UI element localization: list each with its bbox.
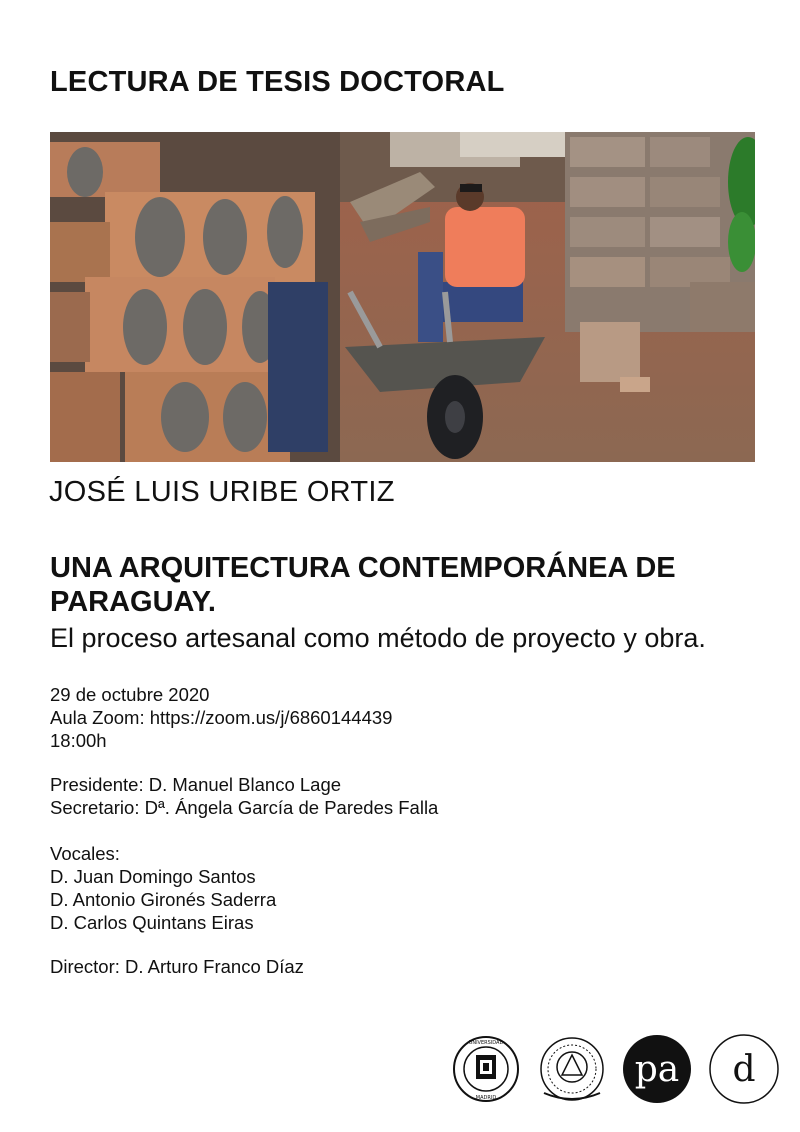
tribunal-director xyxy=(50,955,304,978)
thesis-title xyxy=(50,551,740,619)
photo-brick-workshop-icon xyxy=(50,132,755,462)
vocal-item: D. Juan Domingo Santos xyxy=(50,866,256,887)
event-details xyxy=(50,683,392,752)
vocal-item: D. Antonio Gironés Saderra xyxy=(50,889,277,910)
cover-photo xyxy=(50,132,755,462)
author-name: JOSÉ LUIS URIBE ORTIZ xyxy=(49,476,395,508)
thesis-subtitle: El proceso artesanal como método de proyecto y obra. xyxy=(50,623,706,653)
event-time: 18:00h xyxy=(50,730,107,751)
thesis-title-line1: UNA ARQUITECTURA CONTEMPORÁNEA DE xyxy=(50,552,676,584)
svg-text:UNIVERSIDAD: UNIVERSIDAD xyxy=(468,1040,504,1046)
director: Director: D. Arturo Franco Díaz xyxy=(50,956,304,977)
thesis-title-line2: PARAGUAY. xyxy=(50,586,216,618)
tribunal-secretario: Secretario: Dª. Ángela García de Paredes Falla xyxy=(50,797,439,818)
event-room-link[interactable]: Aula Zoom: https://zoom.us/j/6860144439 xyxy=(50,707,393,728)
tribunal-presidente: Presidente: D. Manuel Blanco Lage xyxy=(50,774,342,795)
vocal-item: D. Carlos Quintans Eiras xyxy=(50,912,254,933)
tribunal-vocales xyxy=(50,842,276,934)
pa-logo-icon xyxy=(623,1035,691,1103)
tribunal-officers xyxy=(50,773,438,819)
d-logo-text: d xyxy=(732,1049,756,1090)
event-date: 29 de octubre 2020 xyxy=(50,684,210,705)
page-title: LECTURA DE TESIS DOCTORAL xyxy=(50,66,505,98)
d-logo-icon xyxy=(710,1035,778,1103)
svg-text:MADRID: MADRID xyxy=(475,1095,497,1101)
logos-strip xyxy=(452,1033,782,1105)
institution-logos xyxy=(452,1033,782,1105)
upm-seal-icon xyxy=(454,1037,518,1101)
vocales-label: Vocales: xyxy=(50,843,120,864)
pa-logo-text: pa xyxy=(634,1049,680,1090)
school-seal-icon xyxy=(541,1038,603,1100)
